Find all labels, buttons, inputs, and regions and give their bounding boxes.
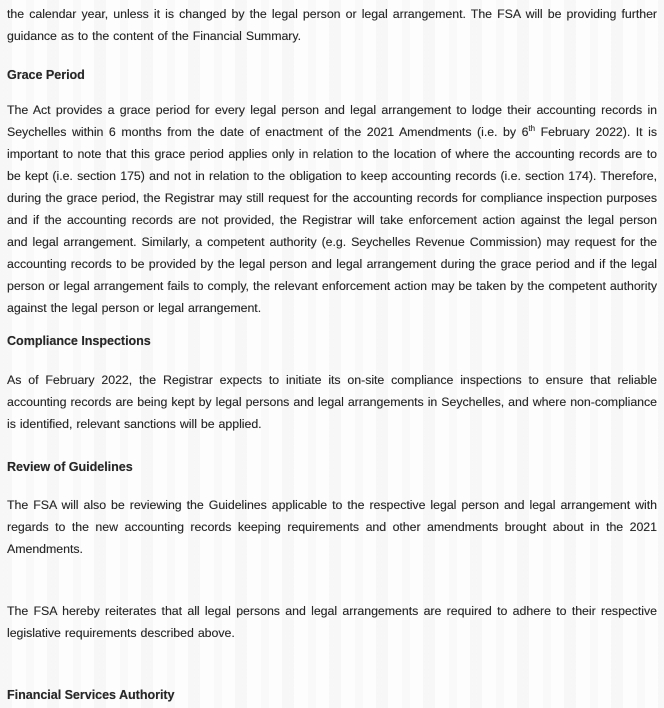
ordinal-superscript: th xyxy=(528,123,536,133)
grace-period-text-part1: The Act provides a grace period for every legal person and legal arrangement to lodge their accounting records in Seychelles within 6 months from the date of enactment of the 2021 Amendments (i.e. by 6 xyxy=(7,103,657,139)
intro-paragraph: the calendar year, unless it is changed by the legal person or legal arrangement. The FSA will be providing further guidance as to the content of the Financial Summary. xyxy=(7,7,657,43)
review-of-guidelines-paragraph: The FSA will also be reviewing the Guidelines applicable to the respective legal person and legal arrangement with regards to the new accounting records keeping requirements and other amendments brought about in the 2021 Amendments. xyxy=(7,498,657,556)
grace-period-paragraph xyxy=(7,99,657,319)
section-heading-review-of-guidelines: Review of Guidelines xyxy=(7,460,133,474)
signature-heading: Financial Services Authority xyxy=(7,688,175,702)
grace-period-text-part2: February 2022). It is important to note that this grace period applies only in relation to the location of where the accounting records are to be kept (i.e. section 175) and not in relation to the obligation to keep accounting records (i.e. section 174). Therefore, during the grace period, the Registrar may still request for the accounting records for compliance inspection purposes and if the accounting records are not provided, the Registrar will take enforcement action against the legal person and legal arrangement. Similarly, a competent authority (e.g. Seychelles Revenue Commission) may request for the accounting records to be provided by the legal person and legal arrangement during the grace period and if the legal person or legal arrangement fails to comply, the relevant enforcement action may be taken by the competent authority against the legal person or legal arrangement. xyxy=(7,125,657,315)
section-heading-grace-period: Grace Period xyxy=(7,68,85,82)
closing-paragraph: The FSA hereby reiterates that all legal persons and legal arrangements are required to adhere to their respective legislative requirements described above. xyxy=(7,604,657,640)
compliance-inspections-paragraph: As of February 2022, the Registrar expects to initiate its on-site compliance inspections to ensure that reliable accounting records are being kept by legal persons and legal arrangements in Seychelles, and where non-compliance is identified, relevant sanctions will be applied. xyxy=(7,373,657,431)
section-heading-compliance-inspections: Compliance Inspections xyxy=(7,334,151,348)
